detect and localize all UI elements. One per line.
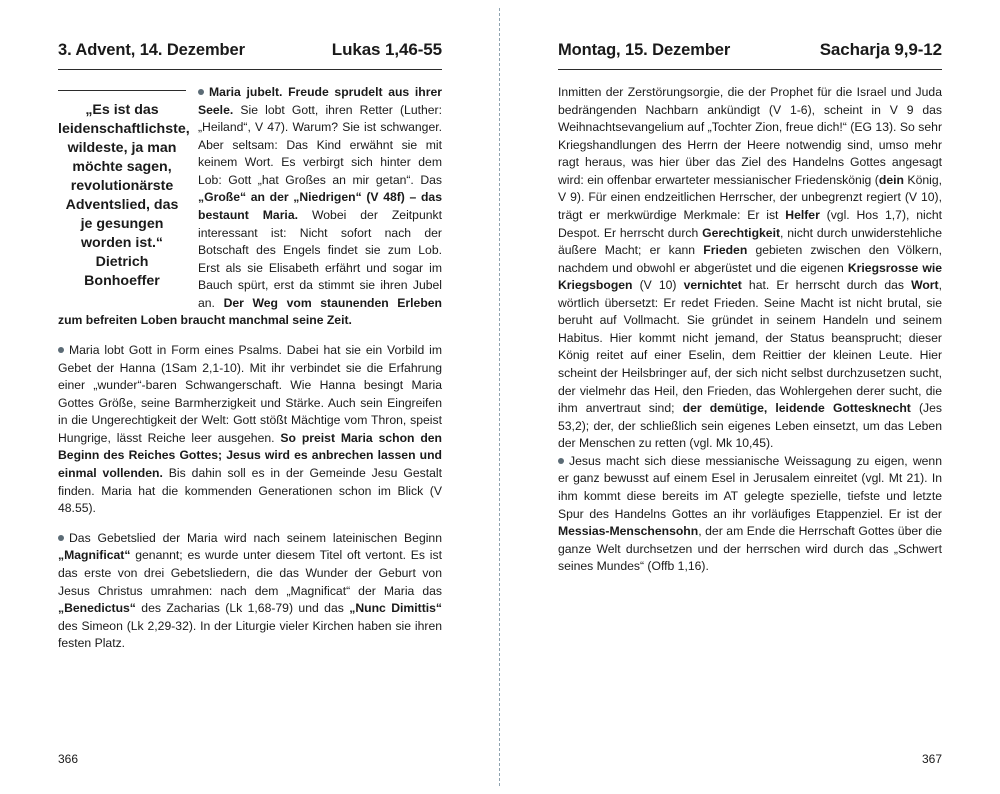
right-page-date: Montag, 15. Dezember [558,41,731,59]
left-page-scripture-reference: Lukas 1,46-55 [331,40,442,59]
paragraph [558,453,942,576]
paragraph [558,84,942,453]
right-page-body [558,84,942,576]
page-number-left: 366 [58,752,79,766]
gutter-divider [499,8,501,786]
pull-quote-text: „Es ist das leidenschaftlichste, wildeste, ja man möchte sagen, revolutionärste Adventslied, das je gesungen worden ist.“ [58,102,190,252]
paragraph [58,342,442,518]
bullet-icon [58,347,64,353]
bullet-icon [58,535,64,541]
right-page-header [558,40,942,70]
left-page-body [58,84,442,653]
bullet-icon [558,458,564,464]
paragraph-text: Maria lobt Gott in Form eines Psalms. Dabei hat sie ein Vorbild im Gebet der Hanna (1Sam 2,1-10). Mit ihr verbindet sie die Erfahrung einer „wunder“-baren Schwangerschaft. Wie Hanna besingt Maria Gottes Größe, seine Barmherzigkeit und Stärke. Auch sein Eingreifen in die Ungerechtigkeit der Welt: Gott stößt Mächtige vom Thron, speist Hungrige, lässt Reiche leer ausgehen. So preist Maria schon den Beginn des Reiches Gottes; Jesus wird es anbrechen lassen und einmal vollenden. Bis dahin soll es in der Gemeinde Jesu Gestalt finden. Maria hat die kommenden Generationen schon im Blick (V 48.55). [58,343,442,516]
paragraph-text: Maria jubelt. Freude sprudelt aus ihrer Seele. Sie lobt Gott, ihren Retter (Luther: „Heiland“, V 47). Warum? Sie ist schwanger. Aber seltsam: Das Kind erwähnt sie mit keinem Wort. Es verbirgt sich hinter dem Lob: Gott „hat Großes an mir getan“. Das „Große“ an der „Niedrigen“ (V 48f) – das bestaunt Maria. Wobei der Zeitpunkt interessant ist: Nicht sofort nach der Botschaft des Engels findet sie zum Lob. Erst als sie Elisabeth erfährt und sogar im Bauch spürt, erst da stimmt sie ihren Jubel an. Der Weg vom staunenden Erleben zum befreiten Loben braucht manchmal seine Zeit. [58,85,442,328]
pull-quote [58,90,190,291]
bullet-icon [198,89,204,95]
page-number-right: 367 [921,752,942,766]
paragraph-text: Das Gebetslied der Maria wird nach seinem lateinischen Beginn „Magnificat“ genannt; es wurde unter diesem Titel oft vertont. Es ist das erste von drei Gebetsliedern, die das Wunder der Geburt von Jesus Christus umrahmen: nach dem „Magnificat“ der Maria das „Benedictus“ des Zacharias (Lk 1,68-79) und das „Nunc Dimittis“ des Simeon (Lk 2,29-32). In der Liturgie vieler Kirchen haben sie ihren festen Platz. [58,530,443,651]
paragraph [58,530,442,653]
left-page-date: 3. Advent, 14. Dezember [58,41,245,59]
right-page-scripture-reference: Sacharja 9,9-12 [819,40,942,59]
left-page-header [58,40,442,70]
pull-quote-attribution: Dietrich Bonhoeffer [84,254,160,290]
paragraph-text: Jesus macht sich diese messianische Weissagung zu eigen, wenn er ganz bewusst auf einem Esel in Jerusalem einreitet (vgl. Mt 21). In ihm kommt diese bereits im AT gelegte spezielle, tiefste und letzte Spur des Handelns Gottes an ihr vorläufiges Etappenziel. Er ist der Messias-Menschensohn, der am Ende die Herrschaft Gottes über die ganze Welt durchsetzen und der herrschen wird durch das „Schwert seines Mundes“ (Offb 1,16). [558,453,942,574]
paragraph-text: Inmitten der Zerstörungsorgie, die der Prophet für die Israel und Juda bedrängenden Nachbarn ankündigt (V 1-6), scheint in V 9 das Weihnachtsevangelium auf „Tochter Zion, freue dich!“ (EG 13). So sehr Kriegshandlungen des Herrn der Heere notwendig sind, umso mehr ragt heraus, was hier über das Ziel des Handelns Gottes angesagt wird: ein offenbar erwarteter messianischer Friedenskönig (dein König, V 9). Für einen endzeitlichen Herrscher, der unbegrenzt regiert (V 10), trägt er merkwürdige Merkmale: Er ist Helfer (vgl. Hos 1,7), nicht Despot. Er herrscht durch Gerechtigkeit, nicht durch unwiderstehliche äußere Macht; er kann Frieden gebieten zwischen den Völkern, nachdem und obwohl er abgerüstet und die eigenen Kriegsrosse wie Kriegsbogen (V 10) vernichtet hat. Er herrscht durch das Wort, wörtlich übersetzt: Er redet Frieden. Seine Macht ist nicht brutal, sie beruht auf Vollmacht. Sie gründet in seinem Handeln und seinem Habitus. Hier kommt nicht jemand, der Status beansprucht; dieser König reitet auf einer Eselin, dem Reittier der kleinen Leute. Hier scheint der Heilsbringer auf, der sich nicht selbst durchzusetzen sucht, der vielmehr das Heil, den Frieden, das Wohlergehen derer sucht, die ihm anvertraut sind; der demütige, leidende Gottesknecht (Jes 53,2); der, der schließlich sein eigenes Leben einsetzt, um das Leben der Menschen zu retten (vgl. Mk 10,45). [558,85,943,451]
right-page [500,0,1000,794]
